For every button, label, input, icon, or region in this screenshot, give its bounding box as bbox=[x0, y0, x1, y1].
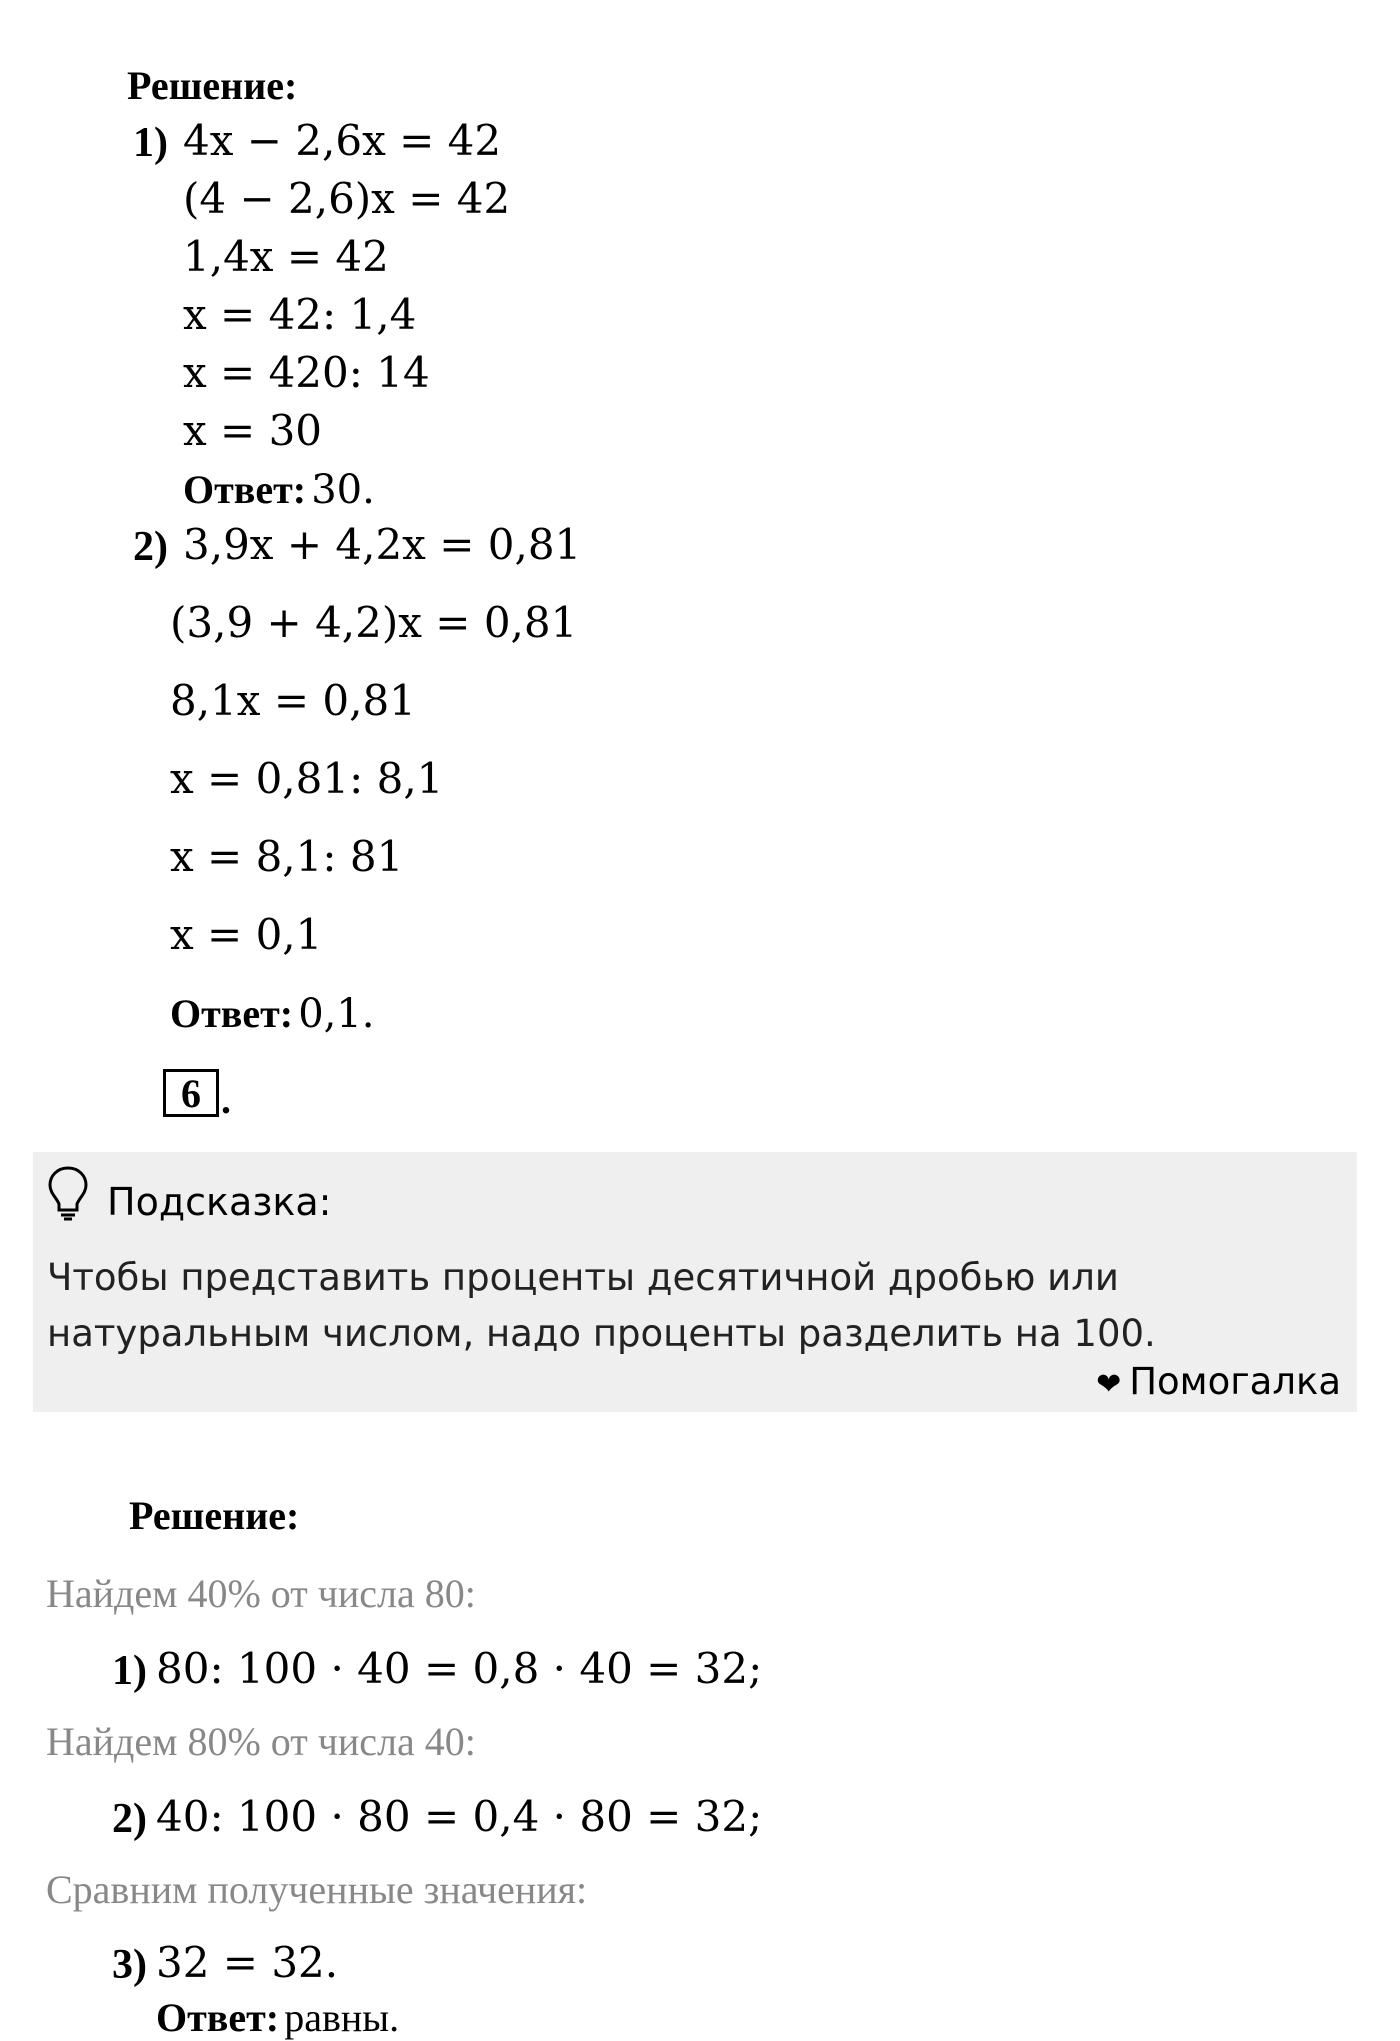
solution-heading: Решение: bbox=[129, 1493, 300, 1538]
solution-note: Найдем 80% от числа 40: bbox=[46, 1719, 476, 1764]
step-number: 1) bbox=[112, 1648, 147, 1694]
answer-label: Ответ: bbox=[170, 991, 294, 1036]
answer-label: Ответ: bbox=[156, 1995, 280, 2040]
heart-icon: ❤ bbox=[1096, 1367, 1122, 1402]
equation-line: x = 0,1 bbox=[170, 910, 323, 959]
brand-label: Помогалка bbox=[1129, 1360, 1341, 1403]
step-number: 3) bbox=[112, 1942, 147, 1988]
equation-line: 3,9x + 4,2x = 0,81 bbox=[183, 520, 582, 569]
solution-heading: Решение: bbox=[127, 63, 298, 108]
hint-title: Подсказка: bbox=[107, 1180, 332, 1224]
answer-line bbox=[156, 1995, 400, 2040]
step-number: 2) bbox=[112, 1796, 147, 1842]
answer-line bbox=[170, 991, 375, 1037]
step-expression: 40: 100 · 80 = 0,4 · 80 = 32; bbox=[156, 1792, 763, 1841]
part-number: 2) bbox=[133, 524, 168, 570]
equation-line: x = 420: 14 bbox=[183, 348, 430, 397]
answer-line bbox=[183, 467, 375, 513]
equation-line: x = 8,1: 81 bbox=[170, 832, 404, 881]
task-number-box: 6 bbox=[163, 1069, 219, 1117]
hint-box bbox=[33, 1152, 1357, 1412]
answer-value: 30. bbox=[311, 467, 375, 513]
task-number-suffix: . bbox=[221, 1077, 231, 1122]
equation-line: (3,9 + 4,2)x = 0,81 bbox=[170, 598, 578, 647]
equation-line: 1,4x = 42 bbox=[183, 232, 389, 281]
equation-line: x = 0,81: 8,1 bbox=[170, 754, 444, 803]
answer-value: 0,1. bbox=[298, 991, 375, 1037]
solution-note: Сравним полученные значения: bbox=[46, 1867, 588, 1912]
step-expression: 32 = 32. bbox=[156, 1938, 339, 1987]
equation-line: 4x − 2,6x = 42 bbox=[183, 116, 502, 165]
equation-line: 8,1x = 0,81 bbox=[170, 676, 416, 725]
lightbulb-icon bbox=[45, 1164, 91, 1222]
equation-line: (4 − 2,6)x = 42 bbox=[183, 174, 511, 223]
step-expression: 80: 100 · 40 = 0,8 · 40 = 32; bbox=[156, 1644, 763, 1693]
solution-note: Найдем 40% от числа 80: bbox=[46, 1571, 476, 1616]
equation-line: x = 42: 1,4 bbox=[183, 290, 417, 339]
answer-value: равны. bbox=[284, 1995, 400, 2040]
part-number: 1) bbox=[133, 120, 168, 166]
answer-label: Ответ: bbox=[183, 467, 307, 512]
hint-text: Чтобы представить проценты десятичной дробью или натуральным числом, надо проценты разделить на 100. bbox=[47, 1256, 1156, 1355]
equation-line: x = 30 bbox=[183, 406, 323, 455]
hint-brand[interactable] bbox=[1096, 1360, 1341, 1403]
